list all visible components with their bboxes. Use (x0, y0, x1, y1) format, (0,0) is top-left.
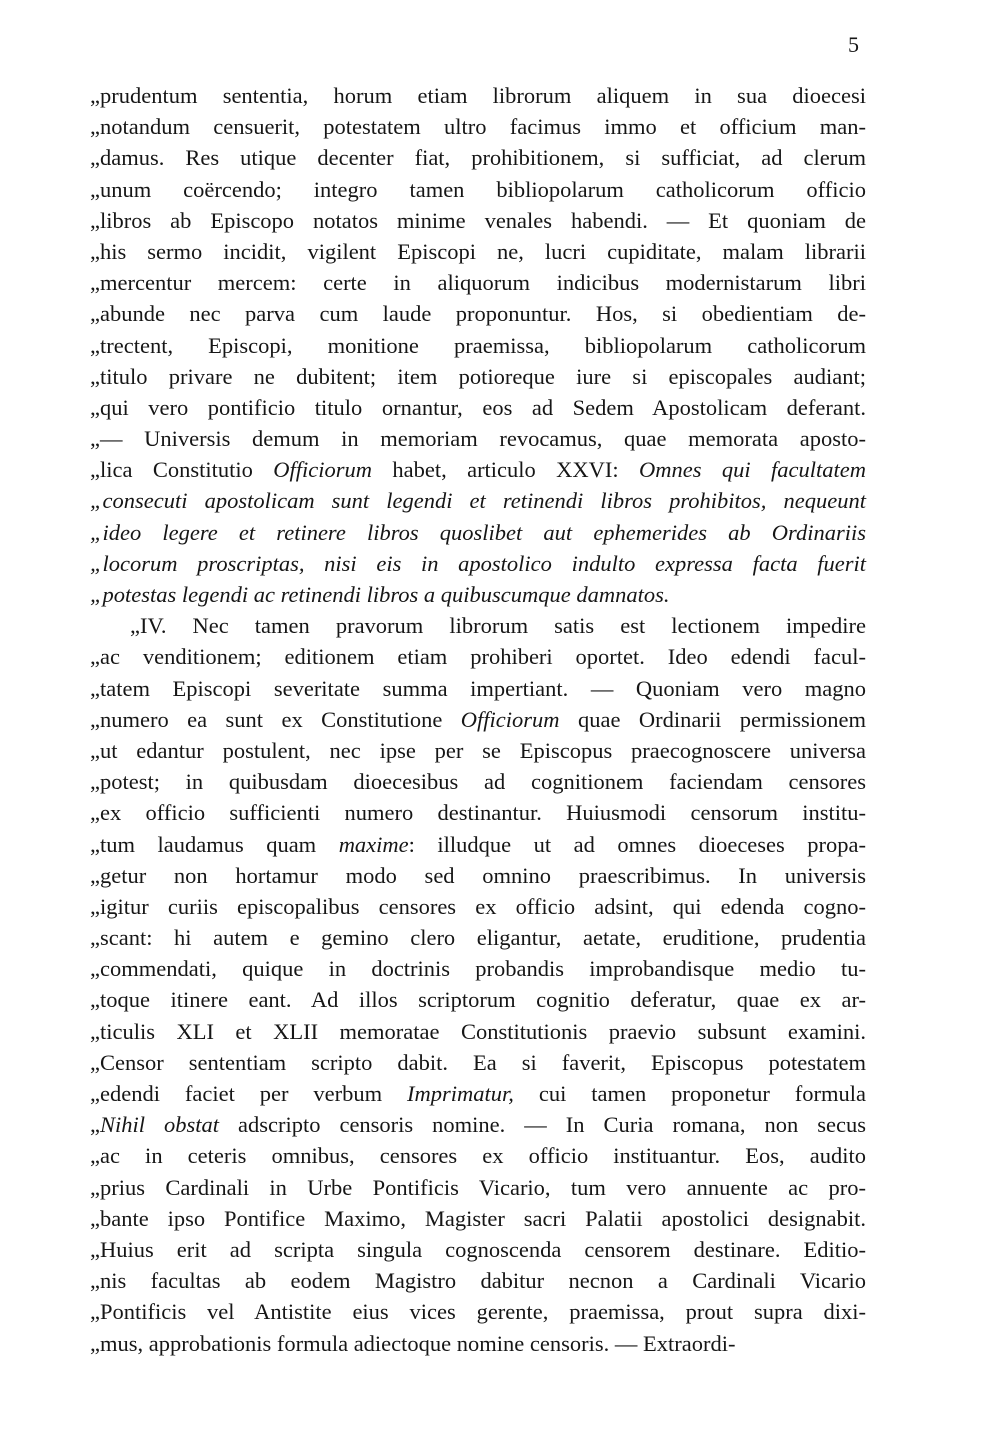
text-segment: „edendi faciet per verbum (90, 1081, 408, 1106)
text-segment: quae Ordinarii permissionem (559, 706, 866, 732)
text-segment: „lica Constitutio (90, 457, 274, 483)
text-segment: „getur non hortamur modo sed omnino praescribimus. In universis (90, 862, 866, 888)
text-line (90, 548, 866, 579)
text-segment: habet, articulo XXVI: (371, 457, 640, 483)
text-line (90, 1016, 866, 1047)
text-segment: „notandum censuerit, potestatem ultro facimus immo et officium man- (90, 114, 866, 140)
text-segment: „IV. Nec tamen pravorum librorum satis est lectionem impedire (130, 613, 866, 639)
text-segment: „scant: hi autem e gemino clero eligantur, aetate, eruditione, prudentia (90, 925, 866, 951)
text-line (90, 1234, 866, 1265)
text-segment: cui tamen proponetur formula (513, 1081, 866, 1106)
text-segment: „igitur curiis episcopalibus censores ex officio adsint, qui edenda cogno- (90, 893, 866, 919)
text-line (90, 174, 866, 205)
text-line (90, 953, 866, 984)
text-segment: „ticulis XLI et XLII memoratae Constitutionis praevio subsunt examini. (90, 1018, 866, 1044)
italic-text: „locorum proscriptas, nisi eis in apostolico indulto expressa facta fuerit (90, 550, 866, 576)
text-segment: „toque itinere eant. Ad illos scriptorum cognitio deferatur, quae ex ar- (90, 987, 866, 1013)
text-segment: „tum laudamus quam (90, 831, 339, 857)
italic-text: „potestas legendi ac retinendi libros a quibuscumque damnatos. (90, 582, 670, 607)
text-line (90, 392, 866, 423)
page-number: 5 (848, 32, 859, 57)
text-line (90, 142, 866, 173)
text-line (90, 829, 866, 860)
text-line (90, 610, 866, 641)
italic-text: Omnes qui facultatem (639, 457, 867, 483)
text-segment: „ (90, 1112, 100, 1138)
text-line (90, 641, 866, 672)
text-segment: „— Universis demum in memoriam revocamus, quae memorata aposto- (90, 426, 866, 452)
text-line (90, 1140, 866, 1171)
text-line (90, 735, 866, 766)
text-line (90, 1047, 866, 1078)
italic-text: Officiorum (273, 457, 372, 483)
italic-text: „consecuti apostolicam sunt legendi et retinendi libros prohibitos, nequeunt (90, 488, 866, 514)
text-line (90, 80, 866, 111)
text-segment: „his sermo incidit, vigilent Episcopi ne, lucri cupiditate, malam librarii (90, 238, 866, 264)
text-line (90, 267, 866, 298)
text-segment: „tatem Episcopi severitate summa impertiant. — Quoniam vero magno (90, 675, 866, 701)
text-line (90, 485, 866, 516)
text-segment: „mus, approbationis formula adiectoque nomine censoris. — Extraordi- (90, 1330, 736, 1356)
text-segment: „prius Cardinali in Urbe Pontificis Vicario, tum vero annuente ac pro- (90, 1174, 866, 1200)
text-segment: „damus. Res utique decenter fiat, prohibitionem, si sufficiat, ad clerum (90, 145, 866, 171)
text-line (90, 1265, 866, 1296)
text-segment: „Censor sententiam scripto dabit. Ea si faverit, Episcopus potestatem (90, 1049, 866, 1075)
text-line (90, 298, 866, 329)
text-segment: „prudentum sententia, horum etiam librorum aliquem in sua dioecesi (90, 83, 866, 108)
text-segment: „ex officio sufficienti numero destinantur. Huiusmodi censorum institu- (90, 800, 866, 826)
text-line (90, 1109, 866, 1140)
text-segment: „abunde nec parva cum laude proponuntur. Hos, si obedientiam de- (90, 301, 866, 327)
text-segment: „Pontificis vel Antistite eius vices gerente, praemissa, prout supra dixi- (90, 1299, 866, 1325)
text-line (90, 1203, 866, 1234)
text-line (90, 579, 866, 610)
text-line (90, 1296, 866, 1327)
text-line (90, 984, 866, 1015)
text-segment: „commendati, quique in doctrinis probandis improbandisque medio tu- (90, 956, 866, 982)
text-line (90, 766, 866, 797)
text-line (90, 454, 866, 485)
italic-text: Imprimatur, (407, 1081, 514, 1106)
text-segment: „libros ab Episcopo notatos minime venales habendi. — Et quoniam de (90, 207, 866, 233)
text-line (90, 205, 866, 236)
text-line (90, 423, 866, 454)
text-segment: „trectent, Episcopi, monitione praemissa, bibliopolarum catholicorum (90, 332, 866, 358)
italic-text: Nihil obstat (100, 1112, 220, 1138)
text-segment: „potest; in quibusdam dioecesibus ad cognitionem faciendam censores (90, 769, 866, 795)
text-line (90, 1172, 866, 1203)
text-line (90, 517, 866, 548)
text-line (90, 797, 866, 828)
text-segment: : illudque ut ad omnes dioeceses propa- (408, 831, 867, 857)
text-line (90, 111, 866, 142)
text-line (90, 860, 866, 891)
text-line (90, 236, 866, 267)
text-segment: „ac venditionem; editionem etiam prohiberi oportet. Ideo edendi facul- (90, 644, 866, 670)
italic-text: „ideo legere et retinere libros quoslibet aut ephemerides ab Ordinariis (90, 519, 866, 545)
text-line (90, 704, 866, 735)
italic-text: maxime (338, 831, 409, 857)
text-line (90, 891, 866, 922)
text-segment: „nis facultas ab eodem Magistro dabitur necnon a Cardinali Vicario (90, 1268, 866, 1294)
body-text (90, 80, 866, 1359)
text-line (90, 1328, 866, 1359)
text-segment: „mercentur mercem: certe in aliquorum indicibus modernistarum libri (90, 270, 866, 296)
text-segment: „unum coërcendo; integro tamen bibliopolarum catholicorum officio (90, 176, 866, 202)
text-segment: „bante ipso Pontifice Maximo, Magister sacri Palatii apostolici designabit. (90, 1205, 866, 1231)
italic-text: Officiorum (460, 706, 560, 732)
text-line (90, 361, 866, 392)
text-line (90, 922, 866, 953)
text-segment: „ut edantur postulent, nec ipse per se Episcopus praecognoscere universa (90, 737, 866, 763)
text-line (90, 1078, 866, 1109)
text-segment: „ac in ceteris omnibus, censores ex officio instituantur. Eos, audito (90, 1143, 866, 1169)
text-line (90, 673, 866, 704)
text-segment: „Huius erit ad scripta singula cognoscenda censorem destinare. Editio- (90, 1236, 866, 1262)
text-segment: „qui vero pontificio titulo ornantur, eos ad Sedem Apostolicam deferant. (90, 394, 866, 420)
text-segment: „titulo privare ne dubitent; item potioreque iure si episcopales audiant; (90, 363, 866, 389)
text-segment: adscripto censoris nomine. — In Curia romana, non secus (219, 1112, 866, 1138)
text-line (90, 330, 866, 361)
text-segment: „numero ea sunt ex Constitutione (90, 706, 461, 732)
